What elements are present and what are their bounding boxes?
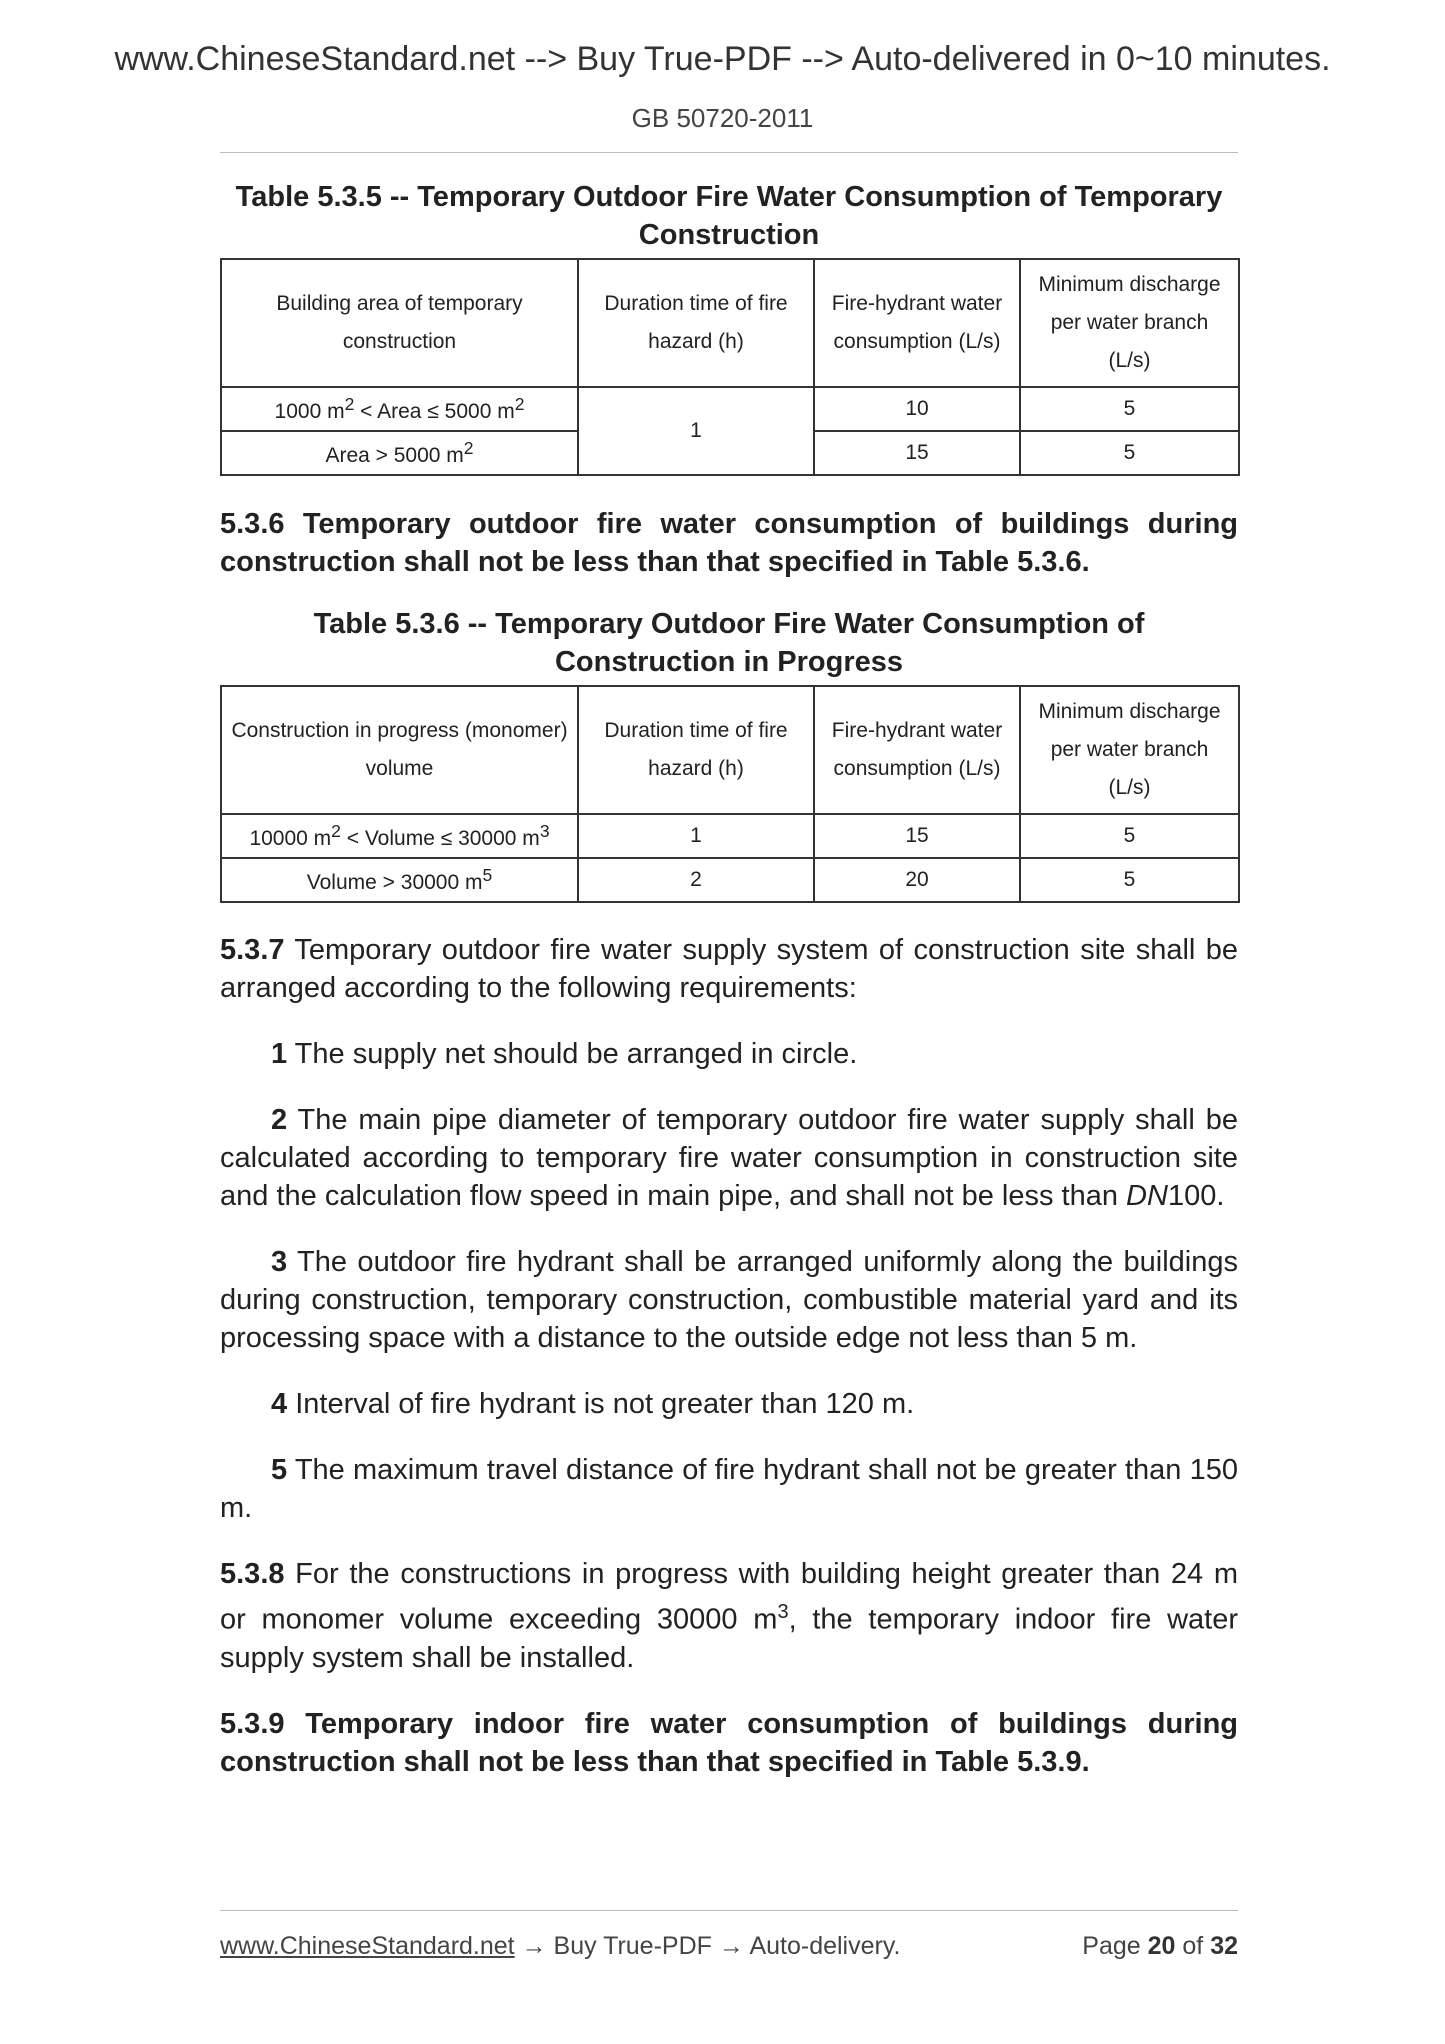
cell-consumption: 15 (814, 814, 1020, 858)
footer-site-link[interactable]: www.ChineseStandard.net (220, 1932, 515, 1960)
table-535-caption-line1: Table 5.3.5 -- Temporary Outdoor Fire Water Consumption of Temporary (235, 181, 1223, 213)
cell-volume: Volume > 30000 $m^5$ (221, 858, 578, 902)
cell-consumption: 15 (814, 431, 1020, 475)
clause-5-3-8: 5.3.8 For the constructions in progress with building height greater than 24 m or monomer volume exceeding 30000 $m^3$, the temporary indoor fire water supply system shall be installed. (220, 1558, 1238, 1674)
cell-discharge: 5 (1020, 431, 1239, 475)
header-cell-consumption: Fire-hydrant water consumption (L/s) (814, 259, 1020, 387)
clause-5-3-6: 5.3.6 Temporary outdoor fire water consumption of buildings during construction shall not be less than that specified in Table 5.3.6. (220, 508, 1238, 578)
table-536 (220, 685, 1240, 903)
table-535-caption-line2: Construction (638, 219, 820, 251)
header-cell-discharge: Minimum discharge per water branch (L/s) (1020, 259, 1239, 387)
cell-area: Area > 5000 $m^2$ (221, 431, 578, 475)
clause-5-3-7-item-5: 5 The maximum travel distance of fire hydrant shall not be greater than 150 m. (220, 1454, 1238, 1524)
footer-buy-text: Buy True-PDF (553, 1932, 712, 1960)
cell-discharge: 5 (1020, 387, 1239, 431)
clause-5-3-7-item-2: 2 The main pipe diameter of temporary outdoor fire water supply shall be calculated according to temporary fire water consumption in construction site and the calculation flow speed in main pipe, and shall not be less than DN100. (220, 1104, 1238, 1212)
clause-5-3-7-item-1: 1 The supply net should be arranged in circle. (271, 1038, 858, 1070)
cell-volume: 10000 $m^2$ < Volume ≤ 30000 $m^3$ (221, 814, 578, 858)
cell-discharge: 5 (1020, 814, 1239, 858)
table-535 (220, 258, 1240, 476)
arrow-right-icon: → (718, 1932, 744, 1960)
header-cell-discharge: Minimum discharge per water branch (L/s) (1020, 686, 1239, 814)
page-indicator: Page 20 of 32 (1082, 1932, 1238, 1960)
page-current: 20 (1147, 1932, 1176, 1960)
header-cell-duration: Duration time of fire hazard (h) (578, 686, 814, 814)
header-cell-consumption: Fire-hydrant water consumption (L/s) (814, 686, 1020, 814)
cell-duration: 1 (578, 814, 814, 858)
header-cell-building-area: Building area of temporary construction (221, 259, 578, 387)
table-536-caption (220, 605, 1238, 681)
cell-consumption: 10 (814, 387, 1020, 431)
page-content (220, 178, 1238, 1781)
header-cell-volume: Construction in progress (monomer) volume (221, 686, 578, 814)
arrow-right-icon: → (521, 1932, 547, 1960)
cell-duration: 2 (578, 858, 814, 902)
table-row (221, 814, 1239, 858)
cell-area: 1000 $m^2$ < Area ≤ 5000 $m^2$ (221, 387, 578, 431)
clause-5-3-9: 5.3.9 Temporary indoor fire water consumption of buildings during construction shall not be less than that specified in Table 5.3.9. (220, 1707, 1238, 1778)
table-535-caption (220, 178, 1238, 254)
header-divider (220, 152, 1238, 153)
cell-consumption: 20 (814, 858, 1020, 902)
cell-duration: 1 (578, 387, 814, 475)
table-row (221, 858, 1239, 902)
table-row (221, 387, 1239, 431)
footer-divider (220, 1910, 1238, 1911)
table-header-row (221, 259, 1239, 387)
page-total: 32 (1210, 1932, 1238, 1960)
table-536-caption-line1: Table 5.3.6 -- Temporary Outdoor Fire Water Consumption of (313, 608, 1145, 640)
clause-5-3-7-item-3: 3 The outdoor fire hydrant shall be arranged uniformly along the buildings during construction, temporary construction, combustible material yard and its processing space with a distance to the outside edge not less than 5 m. (220, 1246, 1238, 1354)
footer-links (220, 1932, 900, 1961)
footer-delivery-text: Auto-delivery. (749, 1932, 901, 1960)
document-number: GB 50720-2011 (631, 103, 814, 133)
clause-5-3-7-item-4: 4 Interval of fire hydrant is not greater than 120 m. (271, 1388, 915, 1420)
cell-discharge: 5 (1020, 858, 1239, 902)
site-banner: www.ChineseStandard.net --> Buy True-PDF --> Auto-delivered in 0~10 minutes. (114, 40, 1331, 78)
table-header-row (221, 686, 1239, 814)
table-536-caption-line2: Construction in Progress (554, 646, 904, 678)
header-cell-duration: Duration time of fire hazard (h) (578, 259, 814, 387)
clause-5-3-7: 5.3.7 Temporary outdoor fire water supply system of construction site shall be arranged according to the following requirements: (220, 934, 1238, 1004)
